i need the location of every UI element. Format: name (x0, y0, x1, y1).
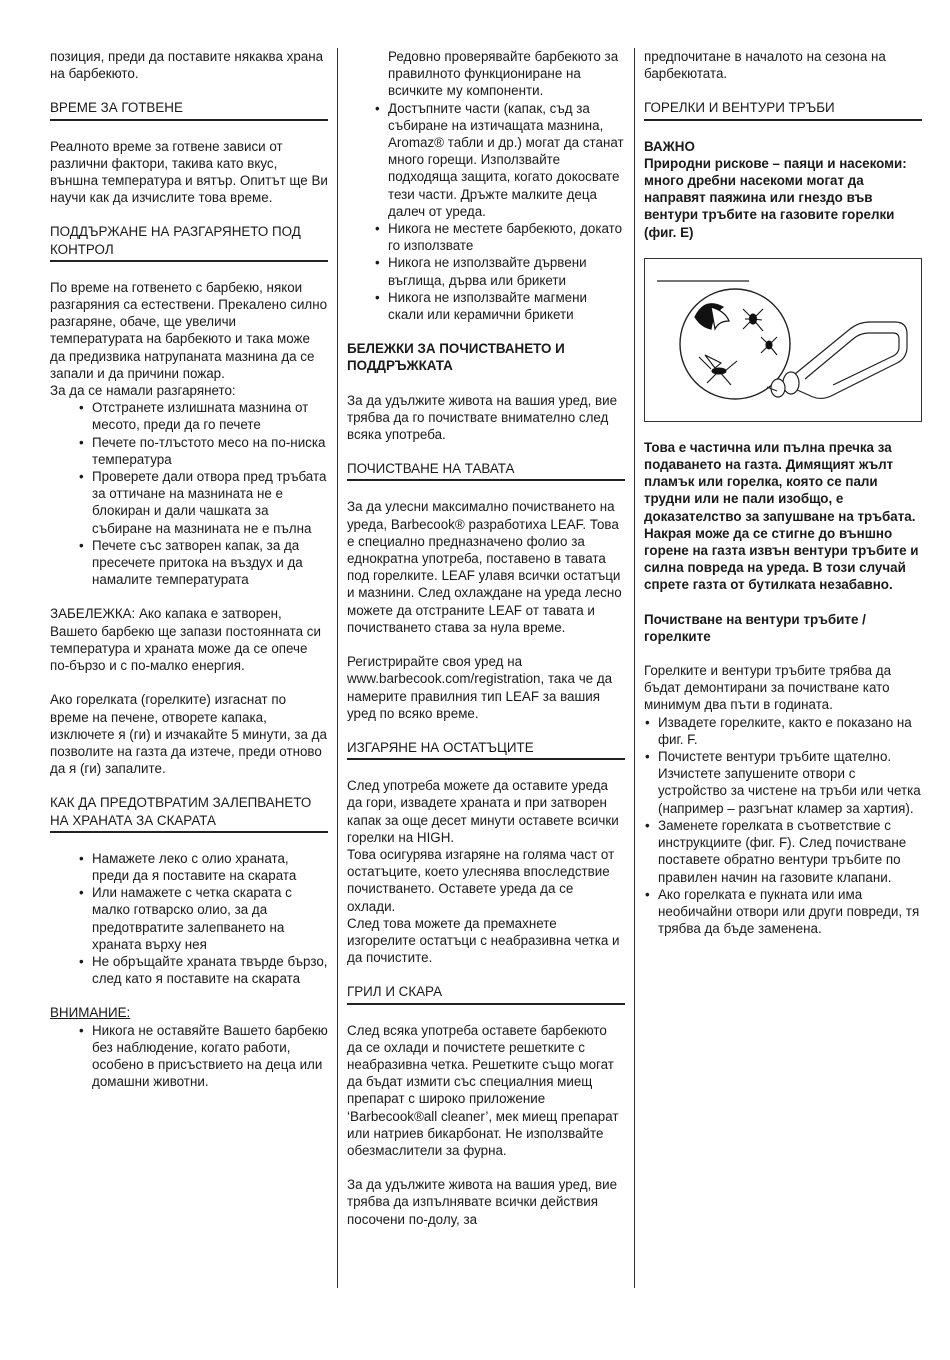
heading-warning: ВНИМАНИЕ: (50, 1005, 131, 1021)
clean-venturi-text: Горелките и вентури тръбите трябва да бъдат демонтирани за почистване като минимум два пъти в годината. (644, 663, 892, 713)
list-item: • Ако горелката е пукната или има необичайни отвори или други повреди, тя трябва да бъде заменена. (658, 886, 922, 938)
heading-flare-control: ПОДДЪРЖАНЕ НА РАЗГАРЯНЕТО ПОД КОНТРОЛ (50, 223, 328, 261)
sticking-list (50, 850, 328, 988)
list-item: • Достъпните части (капак, съд за събиране на изтичащата мазнина, Aromaz® табли и др.) могат да станат много горещи. Използвайте подходяща защита, когато докосвате тези части. Дръжте малките деца далеч от уреда. (388, 100, 625, 220)
burner-out-text: Ако горелката (горелките) изгаснат по време на печене, отворете капака, изключете я (ги) и изчакайте 5 минути, за да позволите на газта да изтече, преди отново да я (ги) запалите. (50, 692, 327, 777)
list-item: • Извадете горелките, както е показано на фиг. F. (658, 714, 922, 748)
tray-text: За да улесни максимално почистването на уреда, Barbecook® разработиха LEAF. Това е специално предназначено фолио за еднократна употреба, поставено в тавата под горелките. LEAF улавя всички остатъци и мазнини. След охлаждане на уреда лесно можете да отстраните LEAF от тавата и почистването става за нула време. (347, 499, 622, 635)
list-item: • Или намажете с четка скарата с малко готварско олио, за да предотвратите залепването на храната върху нея (92, 884, 328, 953)
figure-e (644, 258, 922, 422)
list-item: • Печете по-тлъстото месо на по-ниска температура (92, 434, 328, 468)
continued-text: предпочитане в началото на сезона на барбекютата. (644, 49, 886, 82)
list-item: • Никога не използвайте дървени въглища, дърва или брикети (388, 254, 625, 288)
column-divider-2 (634, 48, 635, 1288)
list-item: • Никога не оставяйте Вашето барбекю без наблюдение, когато работи, особено в присъствието на деца или домашни животни. (92, 1022, 328, 1091)
list-item: • Никога не използвайте магмени скали или керамични брикети (388, 289, 625, 323)
column-divider-1 (337, 48, 338, 1288)
heading-grill: ГРИЛ И СКАРА (347, 983, 625, 1004)
burn-off-text-1: След употреба можете да оставите уреда да гори, извадете храната и при затворен капак за още десет минути оставете всички горелки на HIGH. (347, 778, 619, 845)
registration-text: Регистрирайте своя уред на www.barbecook.com/registration, така че да намерите правилния тип LEAF за вашия уред по всяко време. (347, 654, 613, 721)
heading-cleaning-notes: БЕЛЕЖКИ ЗА ПОЧИСТВАНЕТО И ПОДДРЪЖКАТА (347, 341, 565, 374)
heading-prevent-sticking: КАК ДА ПРЕДОТВРАТИМ ЗАЛЕПВАНЕТО НА ХРАНАТА ЗА СКАРАТА (50, 794, 328, 832)
spider-venturi-illustration (645, 259, 921, 421)
important-label: ВАЖНО (644, 138, 695, 154)
warning-list (50, 1022, 328, 1091)
list-item: • Заменете горелката в съответствие с инструкциите (фиг. F). След почистване поставете обратно вентури тръбите по правилен начин на газовите клапани. (658, 817, 922, 886)
cleaning-notes-text: За да удължите живота на вашия уред, вие трябва да го почиствате внимателно след всяка употреба. (347, 392, 618, 443)
list-item: • Отстранете излишната мазнина от месото, преди да го печете (92, 399, 328, 433)
heading-burners-venturi: ГОРЕЛКИ И ВЕНТУРИ ТРЪБИ (644, 99, 922, 120)
heading-clean-venturi: Почистване на вентури тръбите / горелките (644, 611, 866, 644)
cooking-time-text: Реалното време за готвене зависи от различни фактори, такива като вкус, външна температура и вятър. Опитът ще Ви научи как да изчислите това време. (50, 138, 328, 206)
safety-list (347, 100, 625, 324)
column-2 (347, 48, 625, 1245)
column-1 (50, 48, 328, 1107)
blockage-text: Това е частична или пълна пречка за подаването на газта. Димящият жълт пламък или горелка, която се пали трудни или не пали изобщо, е доказателство за запушване на тръбата. Накрая може да се стигне до външно горене на газта извън вентури тръбите и силна повреда на уреда. В този случай спрете газта от бутилката незабавно. (644, 439, 919, 593)
list-item: • Печете със затворен капак, за да пресечете притока на въздух и да намалите температурата (92, 537, 328, 589)
heading-tray-cleaning: ПОЧИСТВАНЕ НА ТАВАТА (347, 460, 625, 481)
flare-reduce-text: За да се намали разгарянето: (50, 383, 236, 399)
intro-text: позиция, преди да поставите някаква храна на барбекюто. (50, 49, 324, 82)
hazard-text: Природни рискове – паяци и насекоми: много дребни насекоми могат да направят паяжина или гнездо във вентури тръбите на газовите горелки (фиг. E) (644, 155, 907, 240)
flare-list (50, 399, 328, 588)
column-3 (644, 48, 922, 954)
flare-text: По време на готвенето с барбекю, някои разгаряния са естествени. Прекалено силно разгаряне, обаче, ще увеличи температурата на барбекюто и така може да предизвика натрупаната мазнина да се запали и да причини пожар. (50, 279, 328, 381)
list-item: • Намажете леко с олио храната, преди да я поставите на скарата (92, 850, 328, 884)
list-item: • Проверете дали отвора пред тръбата за оттичане на мазнината не е блокиран и дали чашката за събиране на мазнината не е пълна (92, 468, 328, 537)
heading-burn-off: ИЗГАРЯНЕ НА ОСТАТЪЦИТЕ (347, 739, 625, 760)
list-item: • Никога не местете барбекюто, докато го използвате (388, 220, 625, 254)
venturi-list (644, 714, 922, 938)
grill-text: След всяка употреба оставете барбекюто да се охлади и почистете решетките с неабразивна четка. Решетките също могат да бъдат измити със специалния миещ препарат с широко приложение ‘Barbecook®all cleaner’, мек миещ препарат или натриев бикарбонат. Не използвайте обезмаслители за фурна. (347, 1022, 619, 1158)
heading-cooking-time: ВРЕМЕ ЗА ГОТВЕНЕ (50, 99, 328, 120)
extend-life-text: За да удължите живота на вашия уред, вие трябва да изпълнявате всички действия посочени по-долу, за (347, 1177, 618, 1227)
burn-off-text-3: След това можете да премахнете изгорелите остатъци с неабразивна четка и да почистите. (347, 915, 620, 966)
burn-off-text-2: Това осигурява изгаряне на голяма част от остатъците, което улеснява впоследствие почистването. Оставете уреда да се охлади. (347, 846, 615, 914)
note-text: ЗАБЕЛЕЖКА: Ако капака е затворен, Вашето барбекю ще запази постоянната си температура и храната може да се опече по-бързо и с по-малко енергия. (50, 606, 321, 674)
continued-text: Редовно проверявайте барбекюто за правилното функциониране на всичките му компоненти. (388, 49, 619, 99)
list-item: • Почистете вентури тръбите щателно. Изчистете запушените отвори с устройство за чистене на тръби или четка (например – разгънат кламер за хартия). (658, 748, 922, 817)
list-item: • Не обръщайте храната твърде бързо, след като я поставите на скарата (92, 953, 328, 987)
